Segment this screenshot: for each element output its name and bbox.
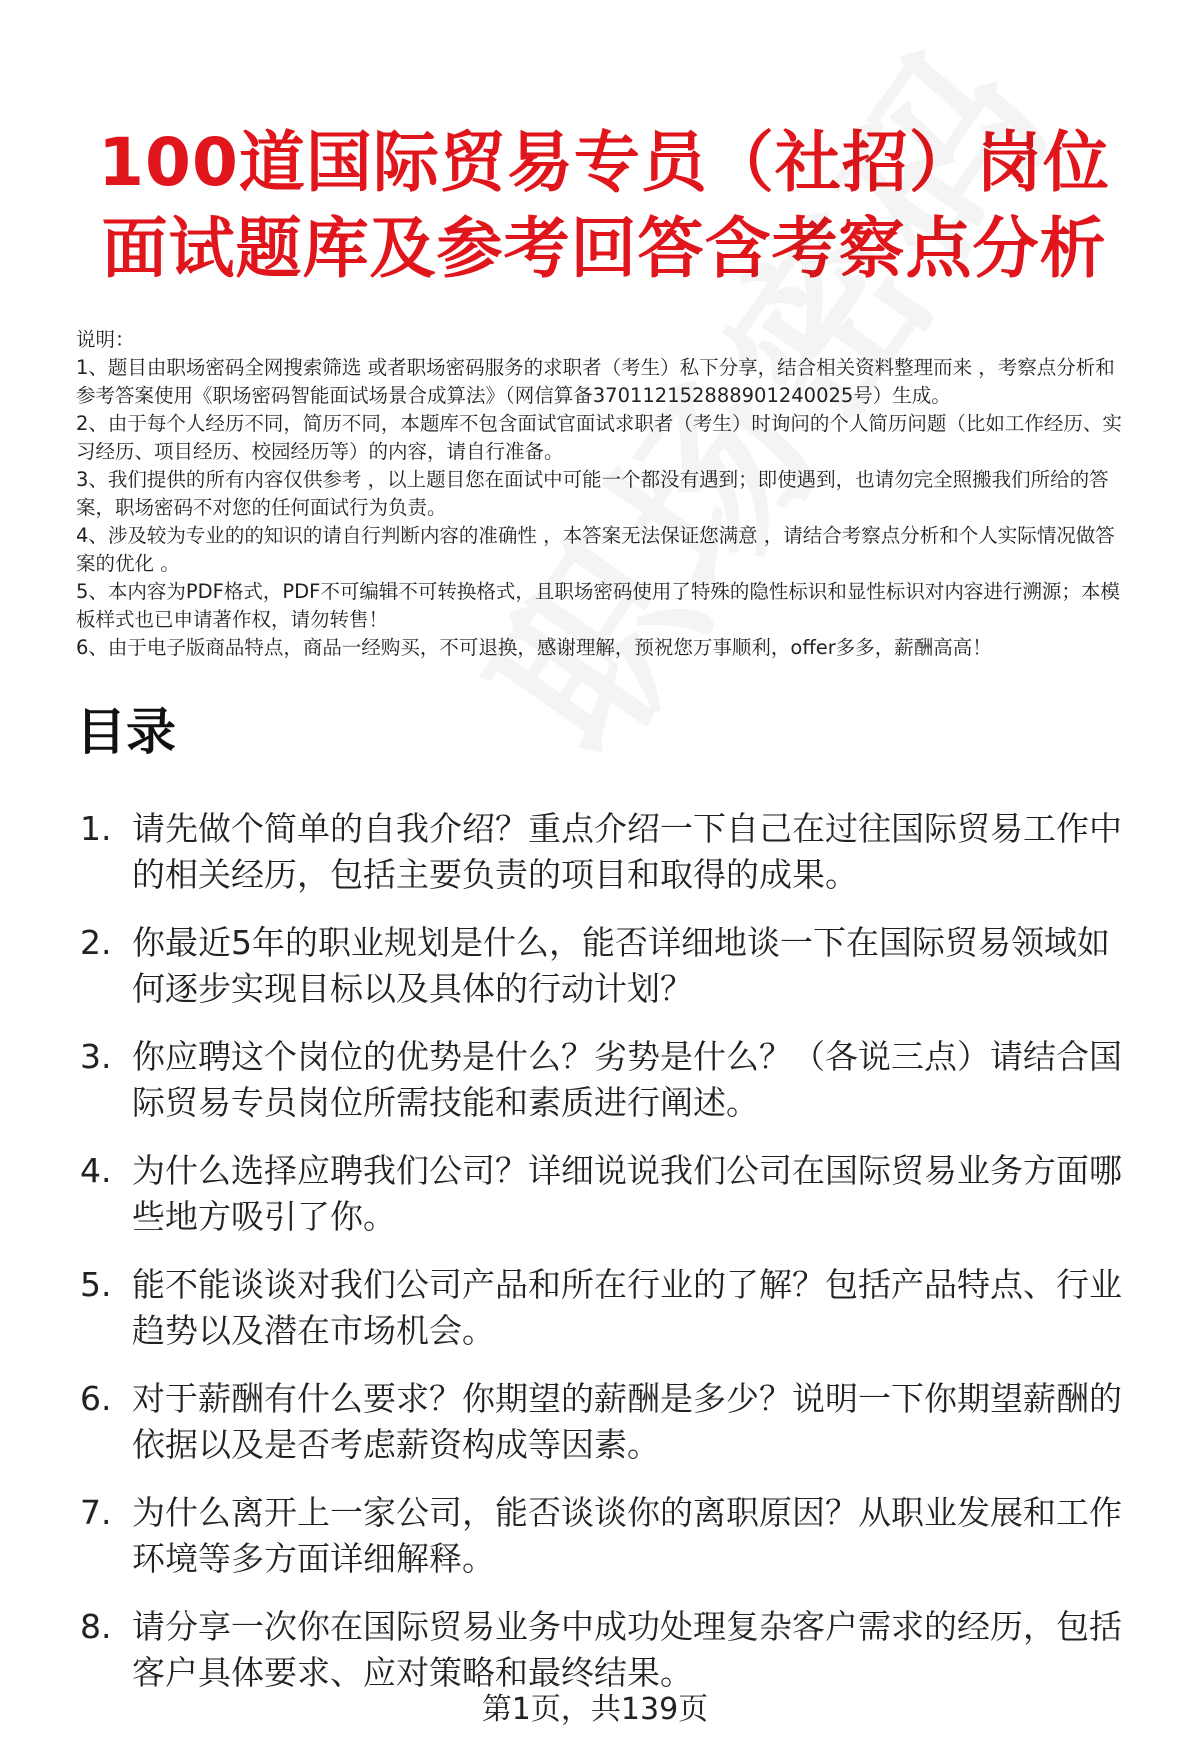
toc-item-number: 6. <box>80 1379 112 1418</box>
note-item: 1、题目由职场密码全网搜索筛选 或者职场密码服务的求职者（考生）私下分享，结合相关资料整理而来 ，考察点分析和参考答案使用《职场密码智能面试场景合成算法》（网信算备370112152888901240025号）生成。 <box>76 356 1115 407</box>
toc-item <box>76 920 1132 1012</box>
toc-item-text: 你应聘这个岗位的优势是什么？劣势是什么？（各说三点）请结合国际贸易专员岗位所需技能和素质进行阐述。 <box>132 1037 1122 1122</box>
toc-item-number: 4. <box>80 1151 112 1190</box>
note-item: 3、我们提供的所有内容仅供参考 ，以上题目您在面试中可能一个都没有遇到；即使遇到，也请勿完全照搬我们所给的答案，职场密码不对您的任何面试行为负责。 <box>76 468 1109 519</box>
toc-item-number: 7. <box>80 1493 112 1532</box>
note-item: 5、本内容为PDF格式，PDF不可编辑不可转换格式，且职场密码使用了特殊的隐性标识和显性标识对内容进行溯源；本模板样式也已申请著作权，请勿转售！ <box>76 580 1120 631</box>
toc-item <box>76 806 1132 898</box>
toc-item-text: 请分享一次你在国际贸易业务中成功处理复杂客户需求的经历，包括客户具体要求、应对策略和最终结果。 <box>132 1607 1122 1692</box>
notes-heading: 说明： <box>76 328 135 351</box>
toc-heading: 目录 <box>76 703 176 761</box>
note-item: 4、涉及较为专业的的知识的请自行判断内容的准确性 ，本答案无法保证您满意 ，请结合考察点分析和个人实际情况做答案的优化 。 <box>76 524 1115 575</box>
toc-item-number: 2. <box>80 923 112 962</box>
toc-item <box>76 1262 1132 1354</box>
page-title: 100道国际贸易专员（社招）岗位面试题库及参考回答含考察点分析 <box>98 124 1110 287</box>
toc-item-number: 8. <box>80 1607 112 1646</box>
toc-item <box>76 1490 1132 1582</box>
toc-item-text: 能不能谈谈对我们公司产品和所在行业的了解？包括产品特点、行业趋势以及潜在市场机会。 <box>132 1265 1122 1350</box>
toc-item-number: 1. <box>80 809 112 848</box>
toc-item <box>76 1376 1132 1468</box>
toc-item-text: 为什么选择应聘我们公司？详细说说我们公司在国际贸易业务方面哪些地方吸引了你。 <box>132 1151 1122 1236</box>
toc-item-text: 为什么离开上一家公司，能否谈谈你的离职原因？从职业发展和工作环境等多方面详细解释。 <box>132 1493 1122 1578</box>
toc-item <box>76 1034 1132 1126</box>
toc-item-number: 5. <box>80 1265 112 1304</box>
page-footer: 第1页，共139页 <box>481 1692 709 1727</box>
toc-item-text: 你最近5年的职业规划是什么，能否详细地谈一下在国际贸易领域如何逐步实现目标以及具体的行动计划？ <box>132 923 1110 1008</box>
note-item: 2、由于每个人经历不同，简历不同，本题库不包含面试官面试求职者（考生）时询问的个人简历问题（比如工作经历、实习经历、项目经历、校园经历等）的内容，请自行准备。 <box>76 412 1122 463</box>
toc-item-text: 请先做个简单的自我介绍？重点介绍一下自己在过往国际贸易工作中的相关经历，包括主要负责的项目和取得的成果。 <box>132 809 1122 894</box>
toc-list <box>76 806 1132 1696</box>
toc-item-number: 3. <box>80 1037 112 1076</box>
toc-item-text: 对于薪酬有什么要求？你期望的薪酬是多少？说明一下你期望薪酬的依据以及是否考虑薪资构成等因素。 <box>132 1379 1122 1464</box>
note-item: 6、由于电子版商品特点，商品一经购买，不可退换，感谢理解，预祝您万事顺利，offer多多，薪酬高高！ <box>76 636 992 659</box>
toc-item <box>76 1604 1132 1696</box>
notes-section <box>76 326 1132 662</box>
toc-item <box>76 1148 1132 1240</box>
